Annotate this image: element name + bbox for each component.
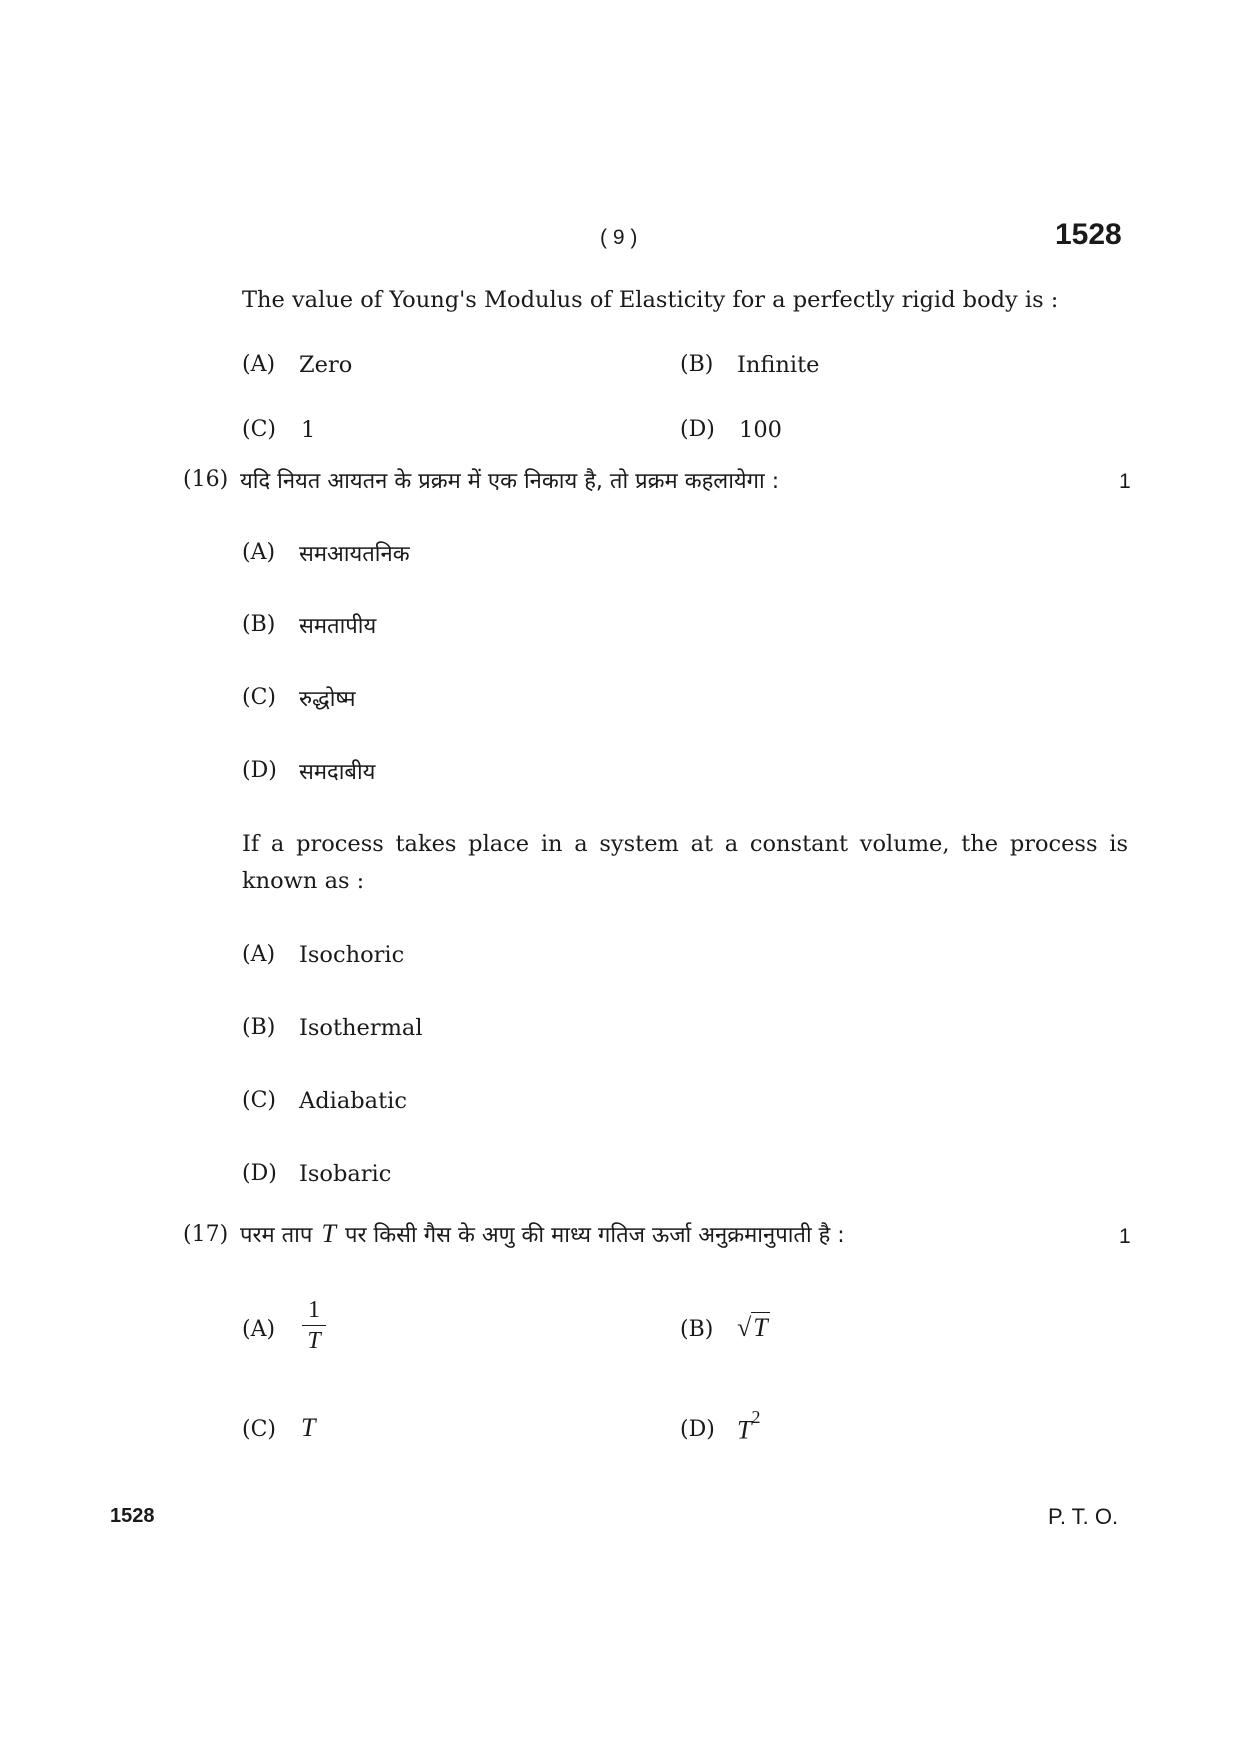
- question-16-english-text: If a process takes place in a system at a constant volume, the process is known as :: [242, 831, 1128, 894]
- option-text: Isobaric: [299, 1161, 392, 1187]
- power-exponent: 2: [751, 1407, 761, 1427]
- option-label: (A): [242, 352, 276, 377]
- option-text: Isochoric: [299, 942, 405, 968]
- paper-code-footer: 1528: [110, 1505, 155, 1527]
- option-label: (C): [242, 417, 276, 442]
- option-label: (B): [242, 612, 276, 637]
- option-text: 100: [739, 417, 782, 443]
- marks: 1: [1119, 1225, 1131, 1248]
- option-label: (C): [242, 685, 276, 710]
- option-text: Zero: [299, 352, 353, 378]
- square-root-T: [737, 1313, 770, 1343]
- option-label: (B): [680, 352, 714, 377]
- question-17-text-part: पर किसी गैस के अणु की माध्य गतिज ऊर्जा अनुक्रमानुपाती है :: [345, 1223, 845, 1248]
- option-label: (B): [680, 1317, 714, 1342]
- question-17-hindi-text: [240, 1219, 845, 1249]
- option-label: (D): [680, 1417, 715, 1442]
- option-label: (B): [242, 1015, 276, 1040]
- option-label: (C): [242, 1088, 276, 1113]
- question-15-english-text: The value of Young's Modulus of Elasticity for a perfectly rigid body is :: [242, 287, 1059, 313]
- question-number: (16): [183, 467, 229, 492]
- option-label: (D): [242, 1161, 277, 1186]
- page-number: ( 9 ): [600, 226, 638, 249]
- option-label: (A): [242, 942, 276, 967]
- radicand: T: [753, 1313, 768, 1342]
- option-text-hindi: रुद्धोष्म: [299, 687, 356, 712]
- option-label: (A): [242, 1317, 276, 1342]
- option-text-hindi: समदाबीय: [299, 760, 376, 785]
- pto-label: P. T. O.: [1048, 1504, 1119, 1529]
- option-text-hindi: समआयतनिक: [299, 542, 410, 567]
- option-text: Adiabatic: [299, 1088, 407, 1114]
- option-text: Isothermal: [299, 1015, 423, 1041]
- power-base: T: [737, 1415, 752, 1445]
- option-label: (C): [242, 1417, 276, 1442]
- option-text: 1: [301, 417, 316, 443]
- paper-code-header: 1528: [1055, 218, 1122, 251]
- variable-T: T: [321, 1219, 336, 1248]
- marks: 1: [1119, 470, 1131, 493]
- option-text: Infinite: [737, 352, 820, 378]
- option-label: (A): [242, 540, 276, 565]
- option-label: (D): [680, 417, 715, 442]
- option-text-hindi: समतापीय: [299, 614, 377, 639]
- radical-sign: √: [737, 1313, 752, 1342]
- question-17-text-part: परम ताप: [240, 1223, 313, 1248]
- fraction-denominator: T: [307, 1328, 321, 1354]
- fraction-numerator: 1: [308, 1297, 320, 1323]
- option-label: (D): [242, 758, 277, 783]
- fraction-bar: [302, 1325, 326, 1326]
- T-squared: [737, 1407, 761, 1446]
- question-16-hindi-text: यदि नियत आयतन के प्रक्रम में एक निकाय है, तो प्रक्रम कहलायेगा :: [240, 469, 780, 494]
- fraction-1-over-T: [302, 1297, 326, 1354]
- option-text-T: T: [301, 1413, 316, 1442]
- question-number: (17): [183, 1222, 229, 1247]
